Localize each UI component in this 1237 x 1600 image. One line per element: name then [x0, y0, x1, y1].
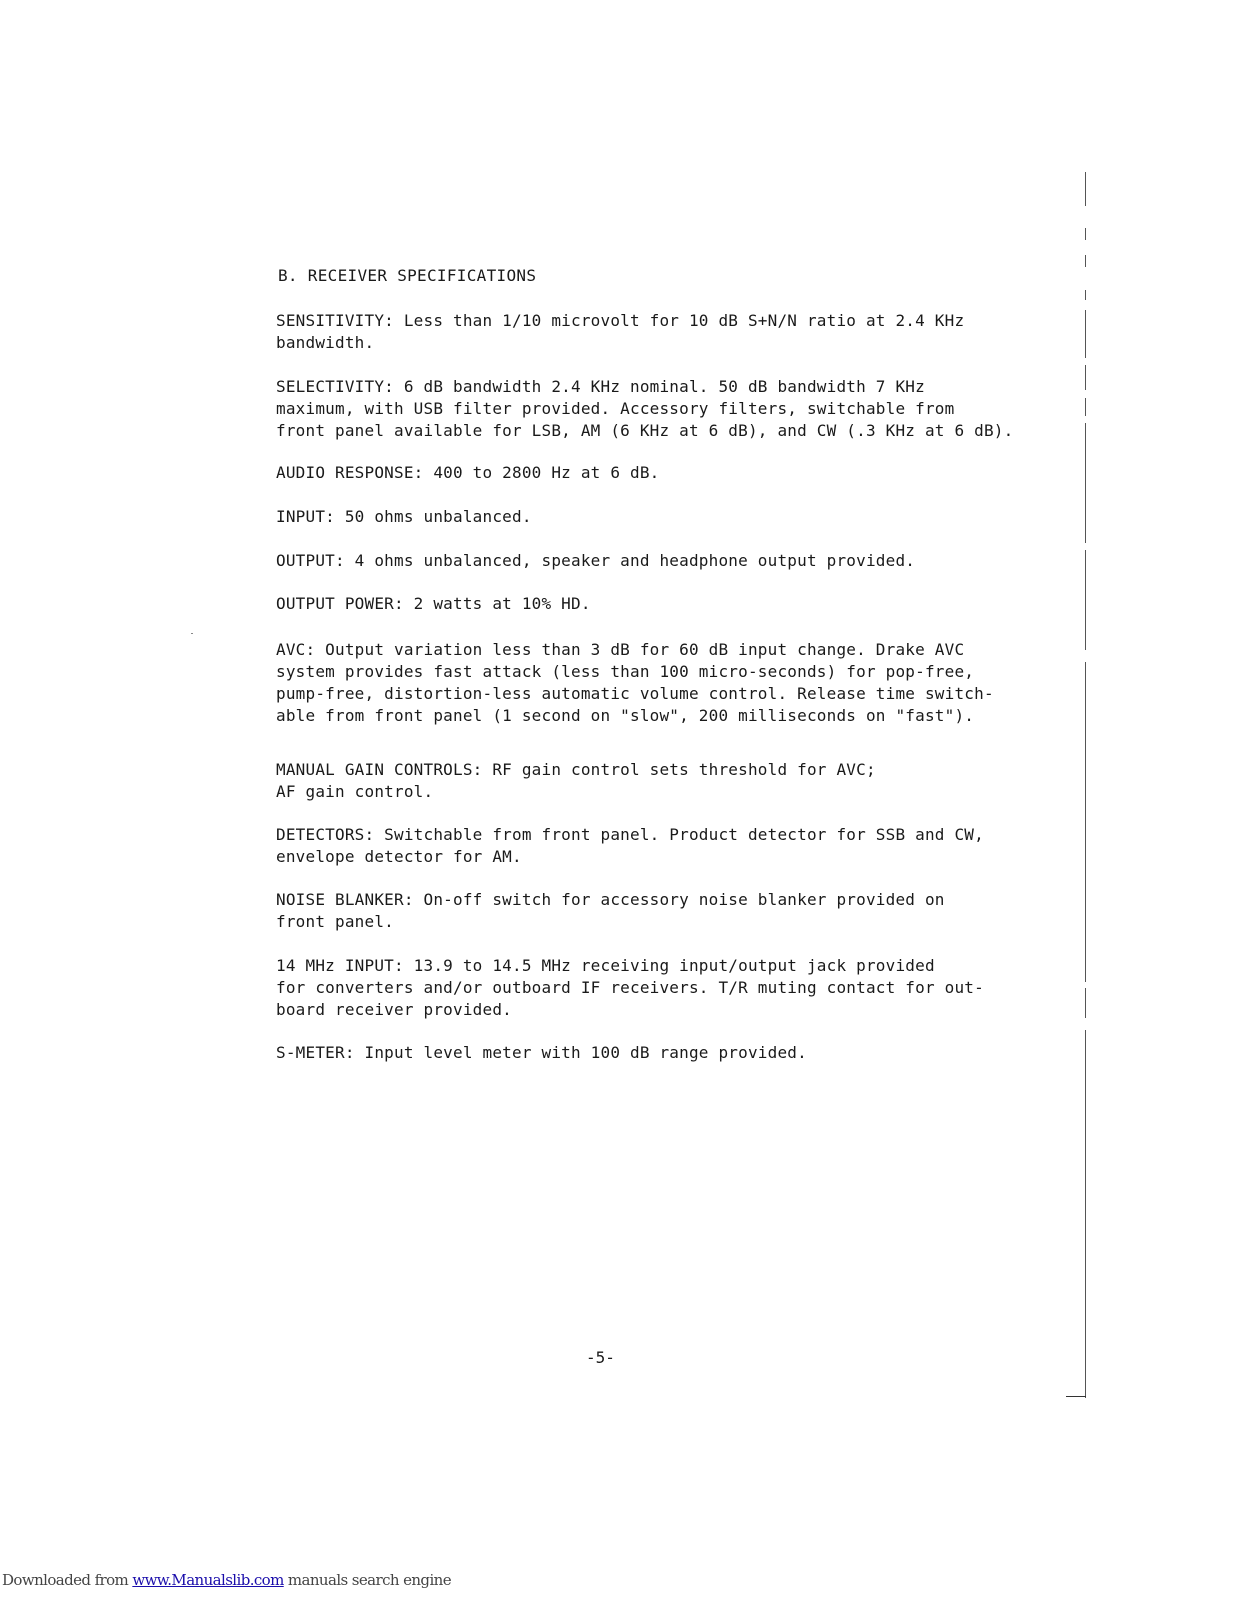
spec-line: for converters and/or outboard IF receivers. T/R muting contact for out-: [276, 978, 984, 997]
spec-line: envelope detector for AM.: [276, 847, 522, 866]
download-footer: [2, 1571, 451, 1589]
spec-audio-response: [276, 462, 1016, 484]
spec-line: AVC: Output variation less than 3 dB for 60 dB input change. Drake AVC: [276, 640, 965, 659]
spec-line: OUTPUT: 4 ohms unbalanced, speaker and headphone output provided.: [276, 551, 916, 570]
footer-prefix: Downloaded from: [2, 1571, 133, 1589]
spec-noise-blanker: [276, 889, 1016, 933]
footer-suffix: manuals search engine: [283, 1571, 451, 1589]
spec-line: SENSITIVITY: Less than 1/10 microvolt for 10 dB S+N/N ratio at 2.4 KHz: [276, 311, 965, 330]
spec-sensitivity: [276, 310, 1016, 354]
margin-rule: [1085, 550, 1086, 650]
spec-line: board receiver provided.: [276, 1000, 512, 1019]
spec-line: INPUT: 50 ohms unbalanced.: [276, 507, 532, 526]
spec-line: bandwidth.: [276, 333, 375, 352]
spec-input: [276, 506, 1016, 528]
spec-line: SELECTIVITY: 6 dB bandwidth 2.4 KHz nominal. 50 dB bandwidth 7 KHz: [276, 377, 925, 396]
margin-rule-foot: [1066, 1396, 1086, 1397]
margin-rule: [1085, 228, 1086, 240]
spec-avc: [276, 639, 1016, 727]
margin-rule: [1085, 423, 1086, 543]
spec-s-meter: [276, 1042, 1016, 1064]
margin-rule: [1085, 255, 1086, 267]
margin-rule: [1085, 662, 1086, 982]
margin-rule: [1085, 310, 1086, 358]
section-heading: B. RECEIVER SPECIFICATIONS: [278, 266, 537, 285]
spec-line: maximum, with USB filter provided. Accessory filters, switchable from: [276, 399, 955, 418]
spec-line: AF gain control.: [276, 782, 434, 801]
scan-speck: [191, 633, 193, 634]
manualslib-link[interactable]: www.Manualslib.com: [132, 1571, 284, 1589]
spec-manual-gain-controls: [276, 759, 1016, 803]
spec-line: front panel.: [276, 912, 394, 931]
spec-line: OUTPUT POWER: 2 watts at 10% HD.: [276, 594, 591, 613]
margin-rule: [1085, 290, 1086, 300]
spec-line: MANUAL GAIN CONTROLS: RF gain control sets threshold for AVC;: [276, 760, 876, 779]
spec-line: AUDIO RESPONSE: 400 to 2800 Hz at 6 dB.: [276, 463, 660, 482]
spec-14mhz-input: [276, 955, 1016, 1021]
spec-detectors: [276, 824, 1016, 868]
spec-line: front panel available for LSB, AM (6 KHz at 6 dB), and CW (.3 KHz at 6 dB).: [276, 421, 1014, 440]
margin-rule: [1085, 172, 1086, 206]
spec-line: DETECTORS: Switchable from front panel. Product detector for SSB and CW,: [276, 825, 984, 844]
spec-line: system provides fast attack (less than 100 micro-seconds) for pop-free,: [276, 662, 975, 681]
spec-selectivity: [276, 376, 1016, 442]
spec-line: NOISE BLANKER: On-off switch for accessory noise blanker provided on: [276, 890, 945, 909]
spec-output-power: [276, 593, 1016, 615]
spec-line: able from front panel (1 second on "slow", 200 milliseconds on "fast").: [276, 706, 975, 725]
spec-line: 14 MHz INPUT: 13.9 to 14.5 MHz receiving input/output jack provided: [276, 956, 935, 975]
page-number: -5-: [586, 1348, 615, 1367]
spec-line: S-METER: Input level meter with 100 dB range provided.: [276, 1043, 807, 1062]
margin-rule: [1085, 365, 1086, 390]
margin-rule: [1085, 1030, 1086, 1398]
spec-output: [276, 550, 1016, 572]
margin-rule: [1085, 398, 1086, 416]
margin-rule: [1085, 988, 1086, 1018]
spec-line: pump-free, distortion-less automatic volume control. Release time switch-: [276, 684, 994, 703]
